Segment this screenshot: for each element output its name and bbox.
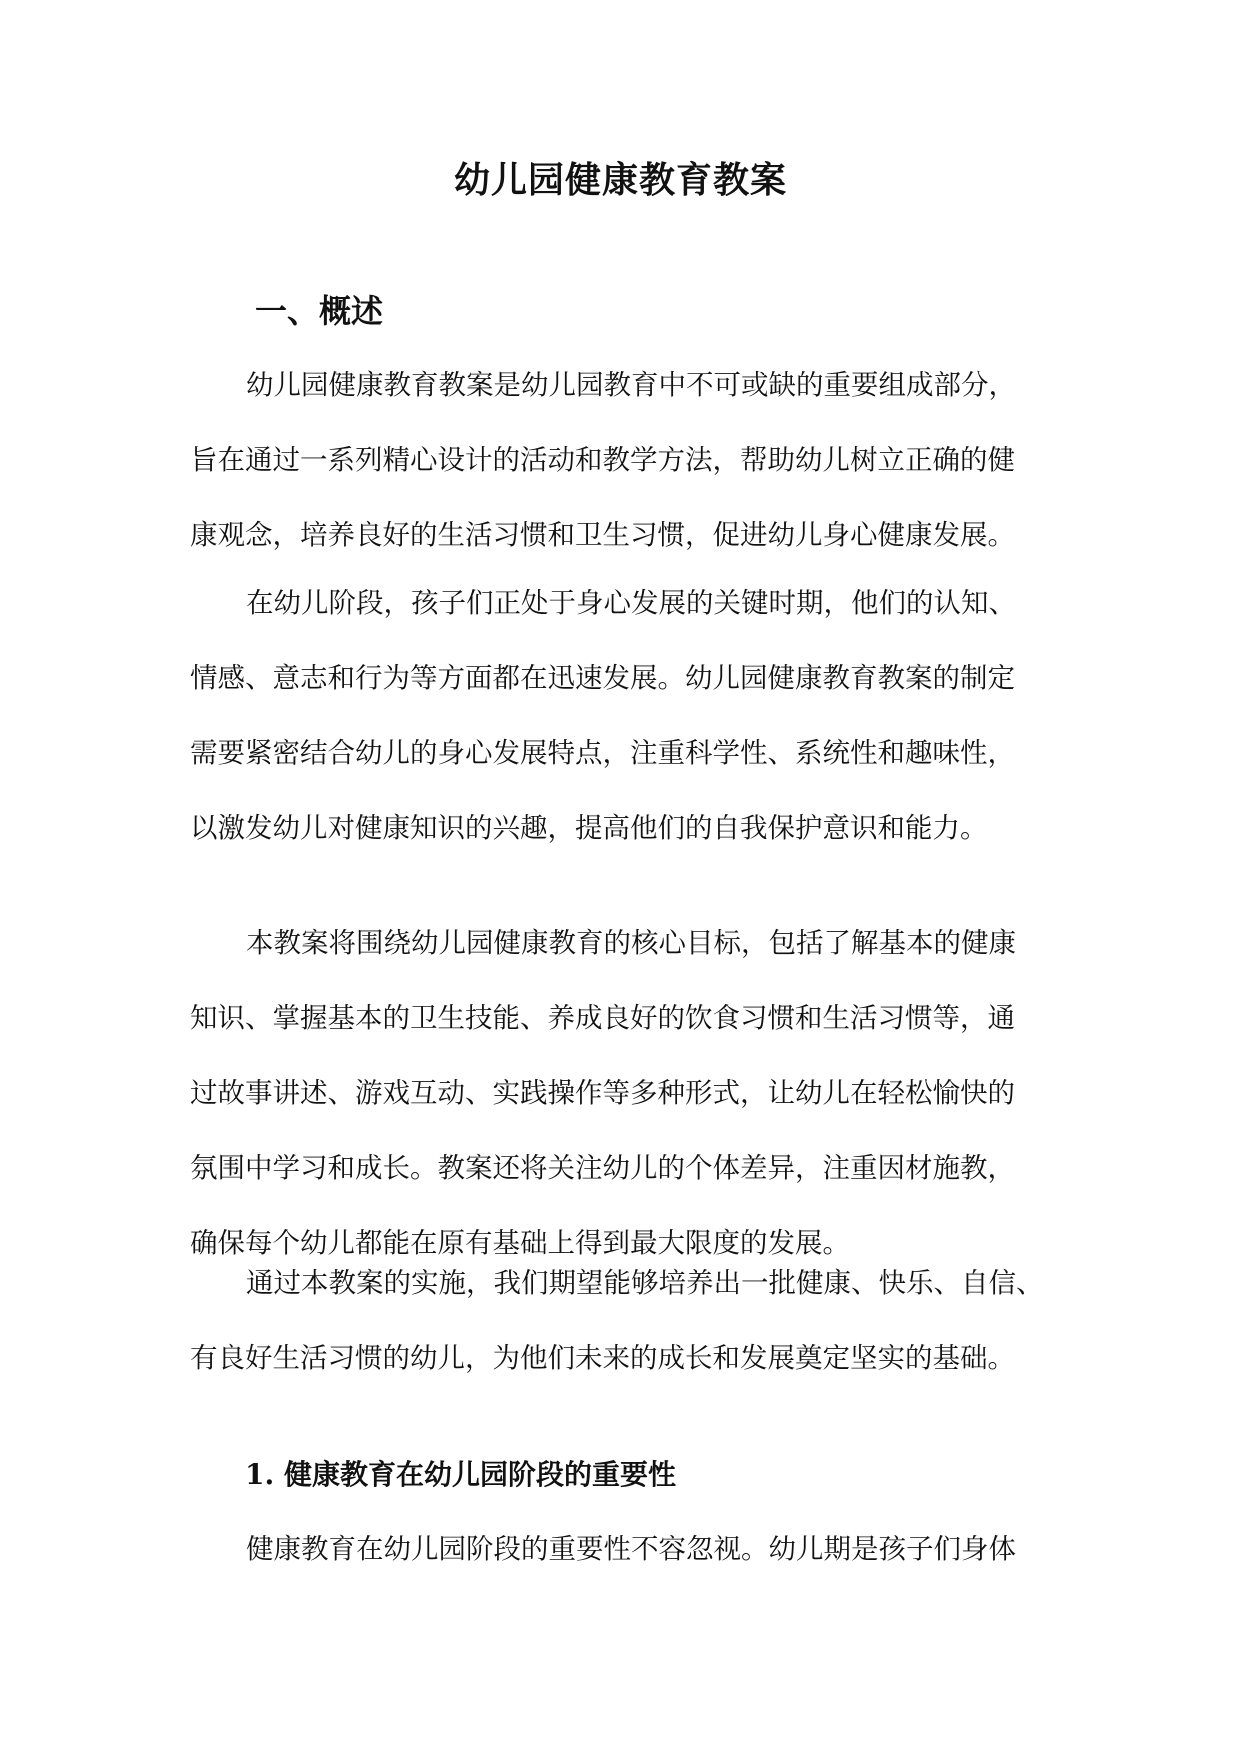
paragraph	[190, 1512, 1050, 1587]
paragraph	[190, 348, 1050, 573]
paragraph-line: 通过本教案的实施，我们期望能够培养出一批健康、快乐、自信、	[246, 1267, 1044, 1299]
paragraph-line: 需要紧密结合幼儿的身心发展特点，注重科学性、系统性和趣味性，	[190, 737, 1015, 769]
paragraph-line: 在幼儿阶段，孩子们正处于身心发展的关键时期，他们的认知、	[246, 587, 1016, 619]
paragraph-line: 康观念，培养良好的生活习惯和卫生习惯，促进幼儿身心健康发展。	[190, 519, 1015, 551]
paragraph-line: 健康教育在幼儿园阶段的重要性不容忽视。幼儿期是孩子们身体	[246, 1533, 1016, 1565]
paragraph-line: 以激发幼儿对健康知识的兴趣，提高他们的自我保护意识和能力。	[190, 812, 988, 844]
paragraph-line: 幼儿园健康教育教案是幼儿园教育中不可或缺的重要组成部分，	[246, 369, 1016, 401]
subsection-heading-importance: 1. 健康教育在幼儿园阶段的重要性	[245, 1458, 676, 1491]
paragraph-line: 旨在通过一系列精心设计的活动和教学方法，帮助幼儿树立正确的健	[190, 444, 1015, 476]
paragraph	[190, 566, 1050, 866]
paragraph-line: 本教案将围绕幼儿园健康教育的核心目标，包括了解基本的健康	[246, 927, 1016, 959]
paragraph-line: 氛围中学习和成长。教案还将关注幼儿的个体差异，注重因材施教，	[190, 1152, 1015, 1184]
section-heading-overview: 一、概述	[255, 292, 384, 330]
paragraph-line: 情感、意志和行为等方面都在迅速发展。幼儿园健康教育教案的制定	[190, 662, 1015, 694]
paragraph	[190, 1246, 1050, 1396]
paragraph-line: 确保每个幼儿都能在原有基础上得到最大限度的发展。	[190, 1227, 850, 1259]
paragraph-line: 知识、掌握基本的卫生技能、养成良好的饮食习惯和生活习惯等，通	[190, 1002, 1015, 1034]
paragraph-line: 过故事讲述、游戏互动、实践操作等多种形式，让幼儿在轻松愉快的	[190, 1077, 1015, 1109]
paragraph-line: 有良好生活习惯的幼儿，为他们未来的成长和发展奠定坚实的基础。	[190, 1342, 1015, 1374]
document-title: 幼儿园健康教育教案	[453, 159, 787, 201]
paragraph	[190, 906, 1050, 1281]
